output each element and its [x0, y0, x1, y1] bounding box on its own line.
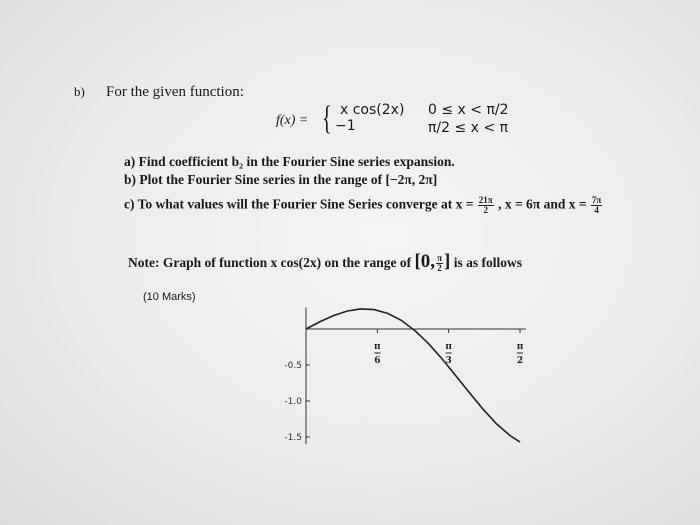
question-c-middle: , x = 6π and x = — [498, 196, 587, 212]
x-tick-numerator: π — [516, 342, 524, 352]
case1-expression: x cos(2x) — [340, 102, 405, 118]
y-tick-label: -0.5 — [284, 361, 302, 371]
function-lhs: f(x) = — [276, 113, 309, 128]
fraction-denominator: 2 — [483, 205, 489, 215]
question-b: b) Plot the Fourier Sine series in the range of [−2π, 2π] — [124, 172, 438, 187]
x-tick-denominator: 6 — [374, 356, 381, 366]
note-prefix: Note: Graph of function x cos(2x) on the range of — [128, 255, 412, 270]
marks-label: (10 Marks) — [143, 291, 196, 303]
fraction-numerator: 7π — [591, 195, 602, 205]
y-tick-label: -1.0 — [284, 397, 302, 407]
x-tick-numerator: π — [374, 342, 381, 352]
range-close: ] — [444, 251, 451, 272]
x-tick-denominator: 2 — [516, 356, 524, 366]
intro-text: For the given function: — [106, 84, 244, 100]
case2-expression: −1 — [335, 118, 356, 134]
chart-layer — [284, 307, 526, 444]
case2-domain: π/2 ≤ x < π — [428, 120, 509, 136]
y-tick-label: -1.5 — [284, 433, 302, 443]
fraction-numerator: π — [437, 253, 442, 264]
question-a: a) Find coefficient b₂ in the Fourier Sine series expansion. — [124, 154, 455, 169]
range-open: [0, — [414, 251, 436, 272]
fraction-denominator: 2 — [437, 263, 442, 274]
fraction-numerator: 21π — [478, 195, 493, 205]
x-tick-denominator: 3 — [445, 356, 452, 366]
piecewise-brace: { — [322, 100, 332, 137]
question-c-prefix: c) To what values will the Fourier Sine Series converge at x = — [124, 196, 474, 212]
part-label: b) — [74, 84, 85, 99]
note-suffix: is as follows — [450, 255, 522, 270]
x-tick-numerator: π — [445, 342, 452, 352]
fraction-denominator: 4 — [594, 205, 599, 215]
case1-domain: 0 ≤ x < π/2 — [428, 102, 509, 118]
